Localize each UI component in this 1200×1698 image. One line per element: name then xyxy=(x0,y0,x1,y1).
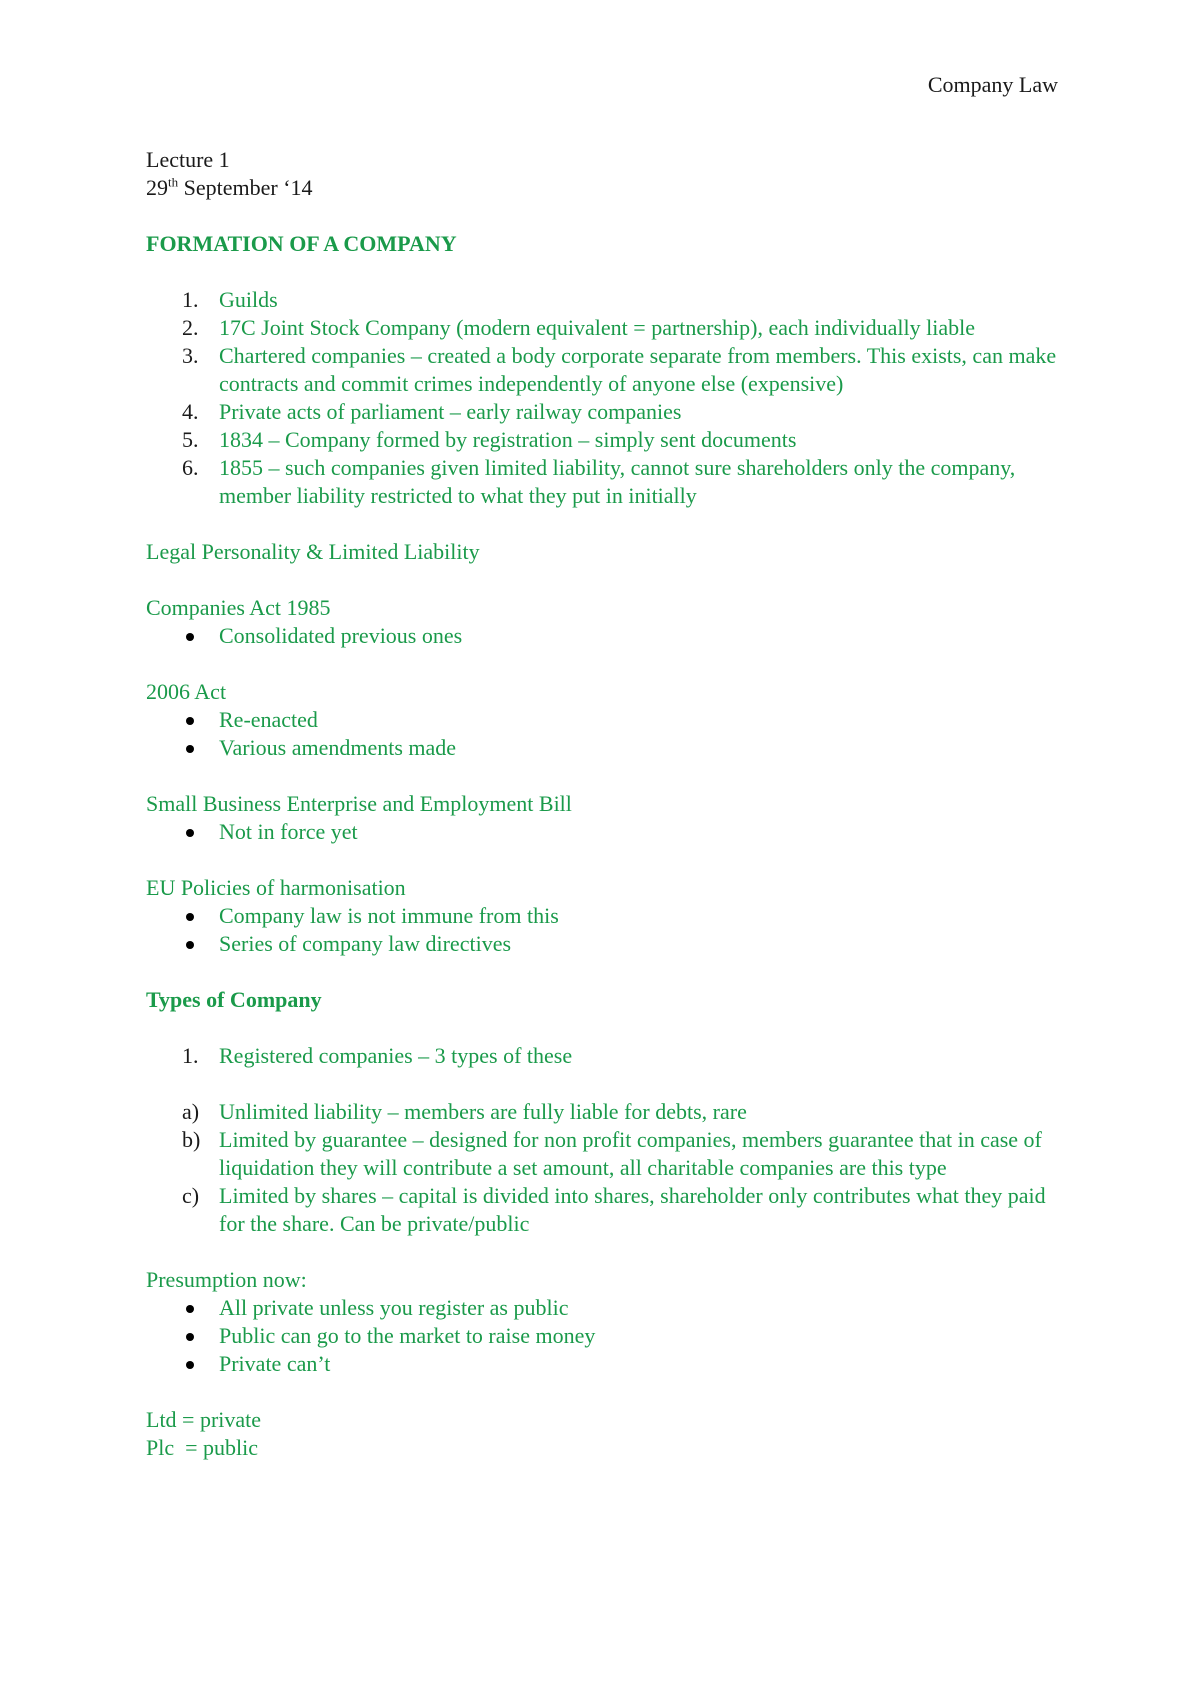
list-item-text: All private unless you register as public xyxy=(219,1295,569,1320)
sbe-bill-heading: Small Business Enterprise and Employment Bill xyxy=(146,791,572,816)
list-item-text: Limited by guarantee – designed for non profit companies, members guarantee that in case of liquidation they will contribute a set amount, all charitable companies are this type xyxy=(219,1127,1042,1180)
act-1985-heading: Companies Act 1985 xyxy=(146,595,331,620)
list-number: 3. xyxy=(182,343,199,368)
bullet-icon xyxy=(186,745,194,753)
formation-heading: FORMATION OF A COMPANY xyxy=(146,231,457,256)
list-item-text: Unlimited liability – members are fully liable for debts, rare xyxy=(219,1099,747,1124)
formation-list xyxy=(146,286,1066,510)
list-number: 4. xyxy=(182,399,199,424)
list-item-text: 1855 – such companies given limited liability, cannot sure shareholders only the company, member liability restricted to what they put in initially xyxy=(219,455,1016,508)
bullet-icon xyxy=(186,633,194,641)
list-item xyxy=(146,286,1066,314)
types-numbered-list xyxy=(146,1042,1066,1070)
list-item-text: 1834 – Company formed by registration – simply sent documents xyxy=(219,427,797,452)
list-item-text: Registered companies – 3 types of these xyxy=(219,1043,573,1068)
list-item-text: Private acts of parliament – early railway companies xyxy=(219,399,682,424)
list-item-text: Not in force yet xyxy=(219,819,358,844)
presumption-heading: Presumption now: xyxy=(146,1267,307,1292)
list-item-text: Re-enacted xyxy=(219,707,318,732)
sbe-bill-list xyxy=(146,818,1066,846)
eu-list xyxy=(146,902,1066,958)
ltd-line: Ltd = private xyxy=(146,1407,262,1432)
eu-heading: EU Policies of harmonisation xyxy=(146,875,406,900)
bullet-icon xyxy=(186,941,194,949)
list-item-text: Chartered companies – created a body corporate separate from members. This exists, can make contracts and commit crimes independently of anyone else (expensive) xyxy=(219,343,1057,396)
date-day: 29 xyxy=(146,175,168,200)
list-item xyxy=(146,1126,1066,1182)
bullet-icon xyxy=(186,913,194,921)
list-item-text: Limited by shares – capital is divided into shares, shareholder only contributes what they paid for the share. Can be private/public xyxy=(219,1183,1046,1236)
list-item xyxy=(146,734,1066,762)
list-number: 5. xyxy=(182,427,199,452)
list-item xyxy=(146,706,1066,734)
list-item-text: Series of company law directives xyxy=(219,931,512,956)
list-item xyxy=(146,314,1066,342)
list-item xyxy=(146,1322,1066,1350)
plc-line: Plc = public xyxy=(146,1435,259,1460)
bullet-icon xyxy=(186,829,194,837)
list-item xyxy=(146,902,1066,930)
bullet-icon xyxy=(186,1305,194,1313)
legal-personality-heading: Legal Personality & Limited Liability xyxy=(146,539,480,564)
date-rest: September ‘14 xyxy=(178,175,313,200)
list-item-text: Private can’t xyxy=(219,1351,331,1376)
list-item-text: Consolidated previous ones xyxy=(219,623,463,648)
list-item xyxy=(146,930,1066,958)
page-header: Company Law xyxy=(927,72,1058,97)
list-item xyxy=(146,426,1066,454)
list-item xyxy=(146,818,1066,846)
list-number: 1. xyxy=(182,287,199,312)
bullet-icon xyxy=(186,1361,194,1369)
list-letter: a) xyxy=(182,1099,200,1124)
list-item xyxy=(146,1182,1066,1238)
list-item xyxy=(146,398,1066,426)
list-letter: c) xyxy=(182,1183,200,1208)
list-item xyxy=(146,622,1066,650)
presumption-list xyxy=(146,1294,1066,1378)
date-superscript: th xyxy=(168,174,179,190)
bullet-icon xyxy=(186,717,194,725)
lecture-date xyxy=(146,174,1066,202)
list-item-text: Various amendments made xyxy=(219,735,457,760)
list-number: 6. xyxy=(182,455,199,480)
list-item-text: 17C Joint Stock Company (modern equivalent = partnership), each individually liable xyxy=(219,315,975,340)
bullet-icon xyxy=(186,1333,194,1341)
list-item xyxy=(146,454,1066,510)
types-heading: Types of Company xyxy=(146,987,322,1012)
list-item xyxy=(146,1098,1066,1126)
list-item xyxy=(146,1294,1066,1322)
document-body xyxy=(146,146,1066,1462)
list-number: 1. xyxy=(182,1043,199,1068)
list-item-text: Public can go to the market to raise money xyxy=(219,1323,596,1348)
list-item-text: Guilds xyxy=(219,287,278,312)
list-item-text: Company law is not immune from this xyxy=(219,903,559,928)
list-item xyxy=(146,1042,1066,1070)
list-item xyxy=(146,1350,1066,1378)
list-letter: b) xyxy=(182,1127,201,1152)
types-lettered-list xyxy=(146,1098,1066,1238)
lecture-label: Lecture 1 xyxy=(146,147,230,172)
act-2006-list xyxy=(146,706,1066,762)
act-1985-list xyxy=(146,622,1066,650)
list-item xyxy=(146,342,1066,398)
list-number: 2. xyxy=(182,315,199,340)
act-2006-heading: 2006 Act xyxy=(146,679,227,704)
